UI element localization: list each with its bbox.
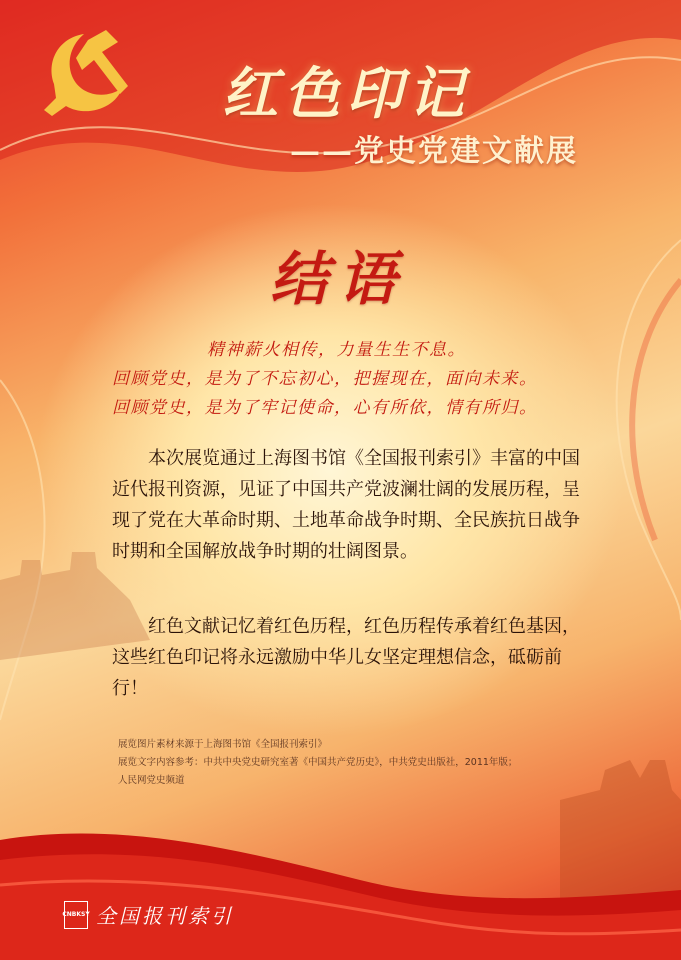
- section-heading: 结语: [270, 245, 407, 313]
- source-line: 人民网党史频道: [118, 775, 185, 786]
- logo-text: 全国报刊索引: [96, 904, 234, 928]
- exhibition-subtitle: ——党史党建文献展: [290, 134, 578, 169]
- source-line: 展览文字内容参考：中共中央党史研究室著《中国共产党历史》，中共党史出版社，2011年版；: [118, 757, 518, 768]
- hammer-sickle-icon: [36, 22, 146, 122]
- body-paragraph: 本次展览通过上海图书馆《全国报刊索引》丰富的中国近代报刊资源，见证了中国共产党波澜壮阔的发展历程，呈现了党在大革命时期、土地革命战争时期、全民族抗日战争时期和全国解放战争时期的壮阔图景。: [112, 448, 580, 562]
- left-swirl: [0, 380, 44, 720]
- source-line: 展览图片素材来源于上海图书馆《全国报刊索引》: [118, 739, 328, 750]
- footer-logo: [64, 900, 234, 929]
- poem-block: [0, 336, 681, 423]
- logo-mark-text: CNBKSY: [62, 910, 90, 918]
- poem-line: 精神薪火相传，力量生生不息。: [207, 340, 466, 360]
- exhibition-title: 红色印记: [222, 61, 470, 127]
- red-flag-ribbon: [0, 780, 681, 960]
- logo-mark-icon: [64, 901, 88, 929]
- poem-line: 回顾党史，是为了不忘初心，把握现在，面向未来。: [112, 369, 538, 389]
- body-paragraph: 红色文献记忆着红色历程，红色历程传承着红色基因，这些红色印记将永远激励中华儿女坚定理想信念，砥砺前行！: [112, 616, 580, 699]
- poem-line: 回顾党史，是为了牢记使命，心有所依，情有所归。: [112, 398, 538, 418]
